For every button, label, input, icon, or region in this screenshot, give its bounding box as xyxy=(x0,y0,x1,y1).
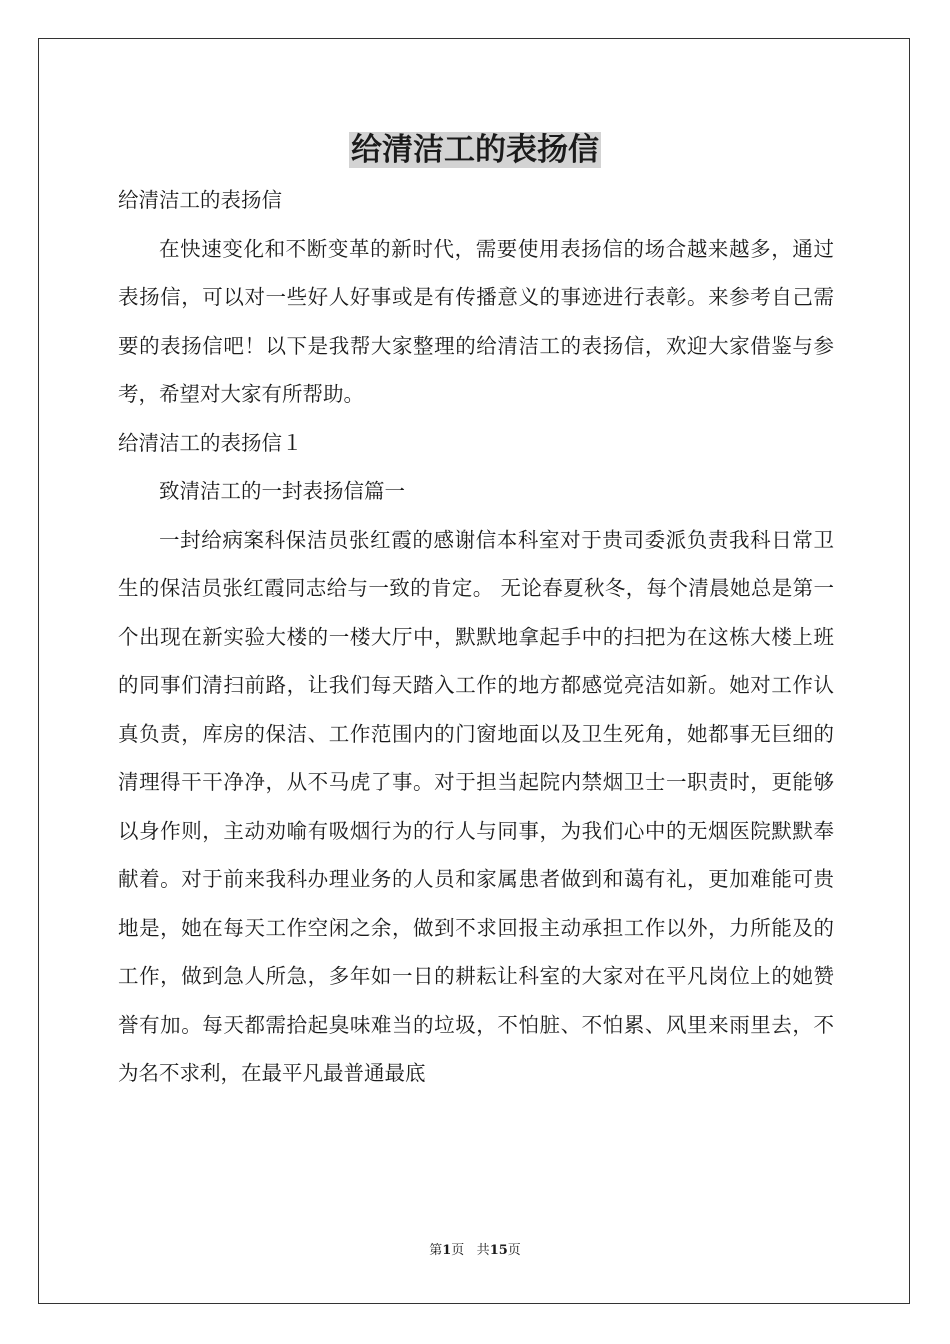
page-footer xyxy=(0,1243,950,1259)
document-title xyxy=(0,126,950,174)
letter-title-paragraph: 致清洁工的一封表扬信篇一 xyxy=(159,479,405,503)
document-body xyxy=(118,176,834,1098)
intro-paragraph: 在快速变化和不断变革的新时代，需要使用表扬信的场合越来越多，通过表扬信，可以对一些好人好事或是有传播意义的事迹进行表彰。来参考自己需要的表扬信吧！以下是我帮大家整理的给清洁工的表扬信，欢迎大家借鉴与参考，希望对大家有所帮助。 xyxy=(118,236,834,406)
total-pages: 15 xyxy=(489,1243,508,1258)
total-prefix: 共 xyxy=(476,1243,490,1258)
page-number: 1 xyxy=(442,1243,452,1258)
page-suffix: 页 xyxy=(451,1243,465,1258)
section-heading: 给清洁工的表扬信１ xyxy=(118,430,303,455)
page-prefix: 第 xyxy=(429,1243,443,1258)
letter-body-paragraph: 一封给病案科保洁员张红霞的感谢信本科室对于贵司委派负责我科日常卫生的保洁员张红霞同志给与一致的肯定。 无论春夏秋冬，每个清晨她总是第一个出现在新实验大楼的一楼大厅中，默默地拿起手中的扫把为在这栋大楼上班的同事们清扫前路，让我们每天踏入工作的地方都感觉亮洁如新。她对工作认真负责，库房的保洁、工作范围内的门窗地面以及卫生死角，她都事无巨细的清理得干干净净，从不马虎了事。对于担当起院内禁烟卫士一职责时，更能够以身作则，主动劝喻有吸烟行为的行人与同事，为我们心中的无烟医院默默奉献着。对于前来我科办理业务的人员和家属患者做到和蔼有礼，更加难能可贵地是，她在每天工作空闲之余，做到不求回报主动承担工作以外，力所能及的工作，做到急人所急，多年如一日的耕耘让科室的大家对在平凡岗位上的她赞誉有加。每天都需拾起臭味难当的垃圾，不怕脏、不怕累、风里来雨里去，不为名不求利，在最平凡最普通最底 xyxy=(118,527,834,1085)
document-title-text: 给清洁工的表扬信 xyxy=(351,132,599,168)
total-suffix: 页 xyxy=(507,1243,521,1258)
subtitle-paragraph: 给清洁工的表扬信 xyxy=(118,188,282,212)
